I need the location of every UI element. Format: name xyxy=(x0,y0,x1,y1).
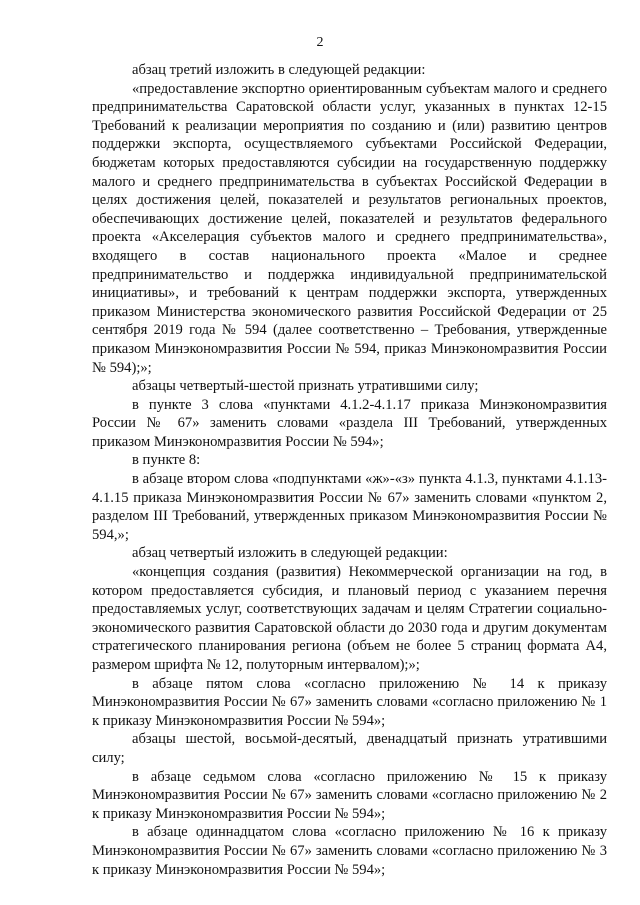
paragraph: в абзаце втором слова «подпунктами «ж»-«з» пункта 4.1.3, пунктами 4.1.13-4.1.15 приказа Минэкономразвития России № 67» заменить словами «пунктом 2, разделом III Требований, утвержденных приказом Минэкономразвития России № 594,»; xyxy=(92,471,607,543)
paragraph: в абзаце одиннадцатом слова «согласно приложению № 16 к приказу Минэкономразвития России № 67» заменить словами «согласно приложению № 3 к приказу Минэкономразвития России № 594»; xyxy=(92,824,607,878)
paragraph: в абзаце пятом слова «согласно приложению № 14 к приказу Минэкономразвития России № 67» заменить словами «согласно приложению № 1 к приказу Минэкономразвития России № 594»; xyxy=(92,675,607,729)
paragraph: абзац третий изложить в следующей редакции: xyxy=(132,62,426,78)
paragraph: «предоставление экспортно ориентированным субъектам малого и среднего предпринимательства Саратовской области услуг, указанных в пунктах 12-15 Требований к реализации мероприятия по созданию и (или) развитию центров поддержки экспорта, осуществляемого субъектами Российской Федерации, бюджетам которых предоставляются субсидии на государственную поддержку малого и среднего предпринимательства в субъектах Российской Федерации в целях достижения целей, показателей и результатов региональных проектов, обеспечивающих достижение целей, показателей и результатов федерального проекта «Акселерация субъектов малого и среднего предпринимательства», входящего в состав национального проекта «Малое и среднее предпринимательство и поддержка индивидуальной предпринимательской инициативы», и требований к центрам поддержки экспорта, утвержденных приказом Министерства экономического развития Российской Федерации от 25 сентября 2019 года № 594 (далее соответственно – Требования, утвержденные приказом Минэкономразвития России № 594, приказ Минэкономразвития России № 594);»; xyxy=(92,80,607,376)
paragraph: в абзаце седьмом слова «согласно приложению № 15 к приказу Минэкономразвития России № 67» заменить словами «согласно приложению № 2 к приказу Минэкономразвития России № 594»; xyxy=(92,768,607,822)
page-number: 2 xyxy=(316,35,324,50)
paragraph: «концепция создания (развития) Некоммерческой организации на год, в котором предоставляется субсидия, и плановый период с указанием перечня предоставляемых услуг, соответствующих задачам и целям Стратегии социально-экономического развития Саратовской области до 2030 года и другим документам стратегического планирования региона (объем не более 5 страниц формата А4, размером шрифта № 12, полуторным интервалом);»; xyxy=(92,564,607,673)
paragraph: в пункте 8: xyxy=(132,452,201,469)
paragraph: абзацы четвертый-шестой признать утратившими силу; xyxy=(132,378,479,395)
paragraph: абзац четвертый изложить в следующей редакции: xyxy=(132,545,448,562)
document-body xyxy=(92,61,607,879)
paragraph: в пункте 3 слова «пунктами 4.1.2-4.1.17 приказа Минэкономразвития России № 67» заменить словами «раздела III Требований, утвержденных приказом Минэкономразвития России № 594»; xyxy=(92,396,607,450)
paragraph: абзацы шестой, восьмой-десятый, двенадцатый признать утратившими силу; xyxy=(92,731,607,766)
